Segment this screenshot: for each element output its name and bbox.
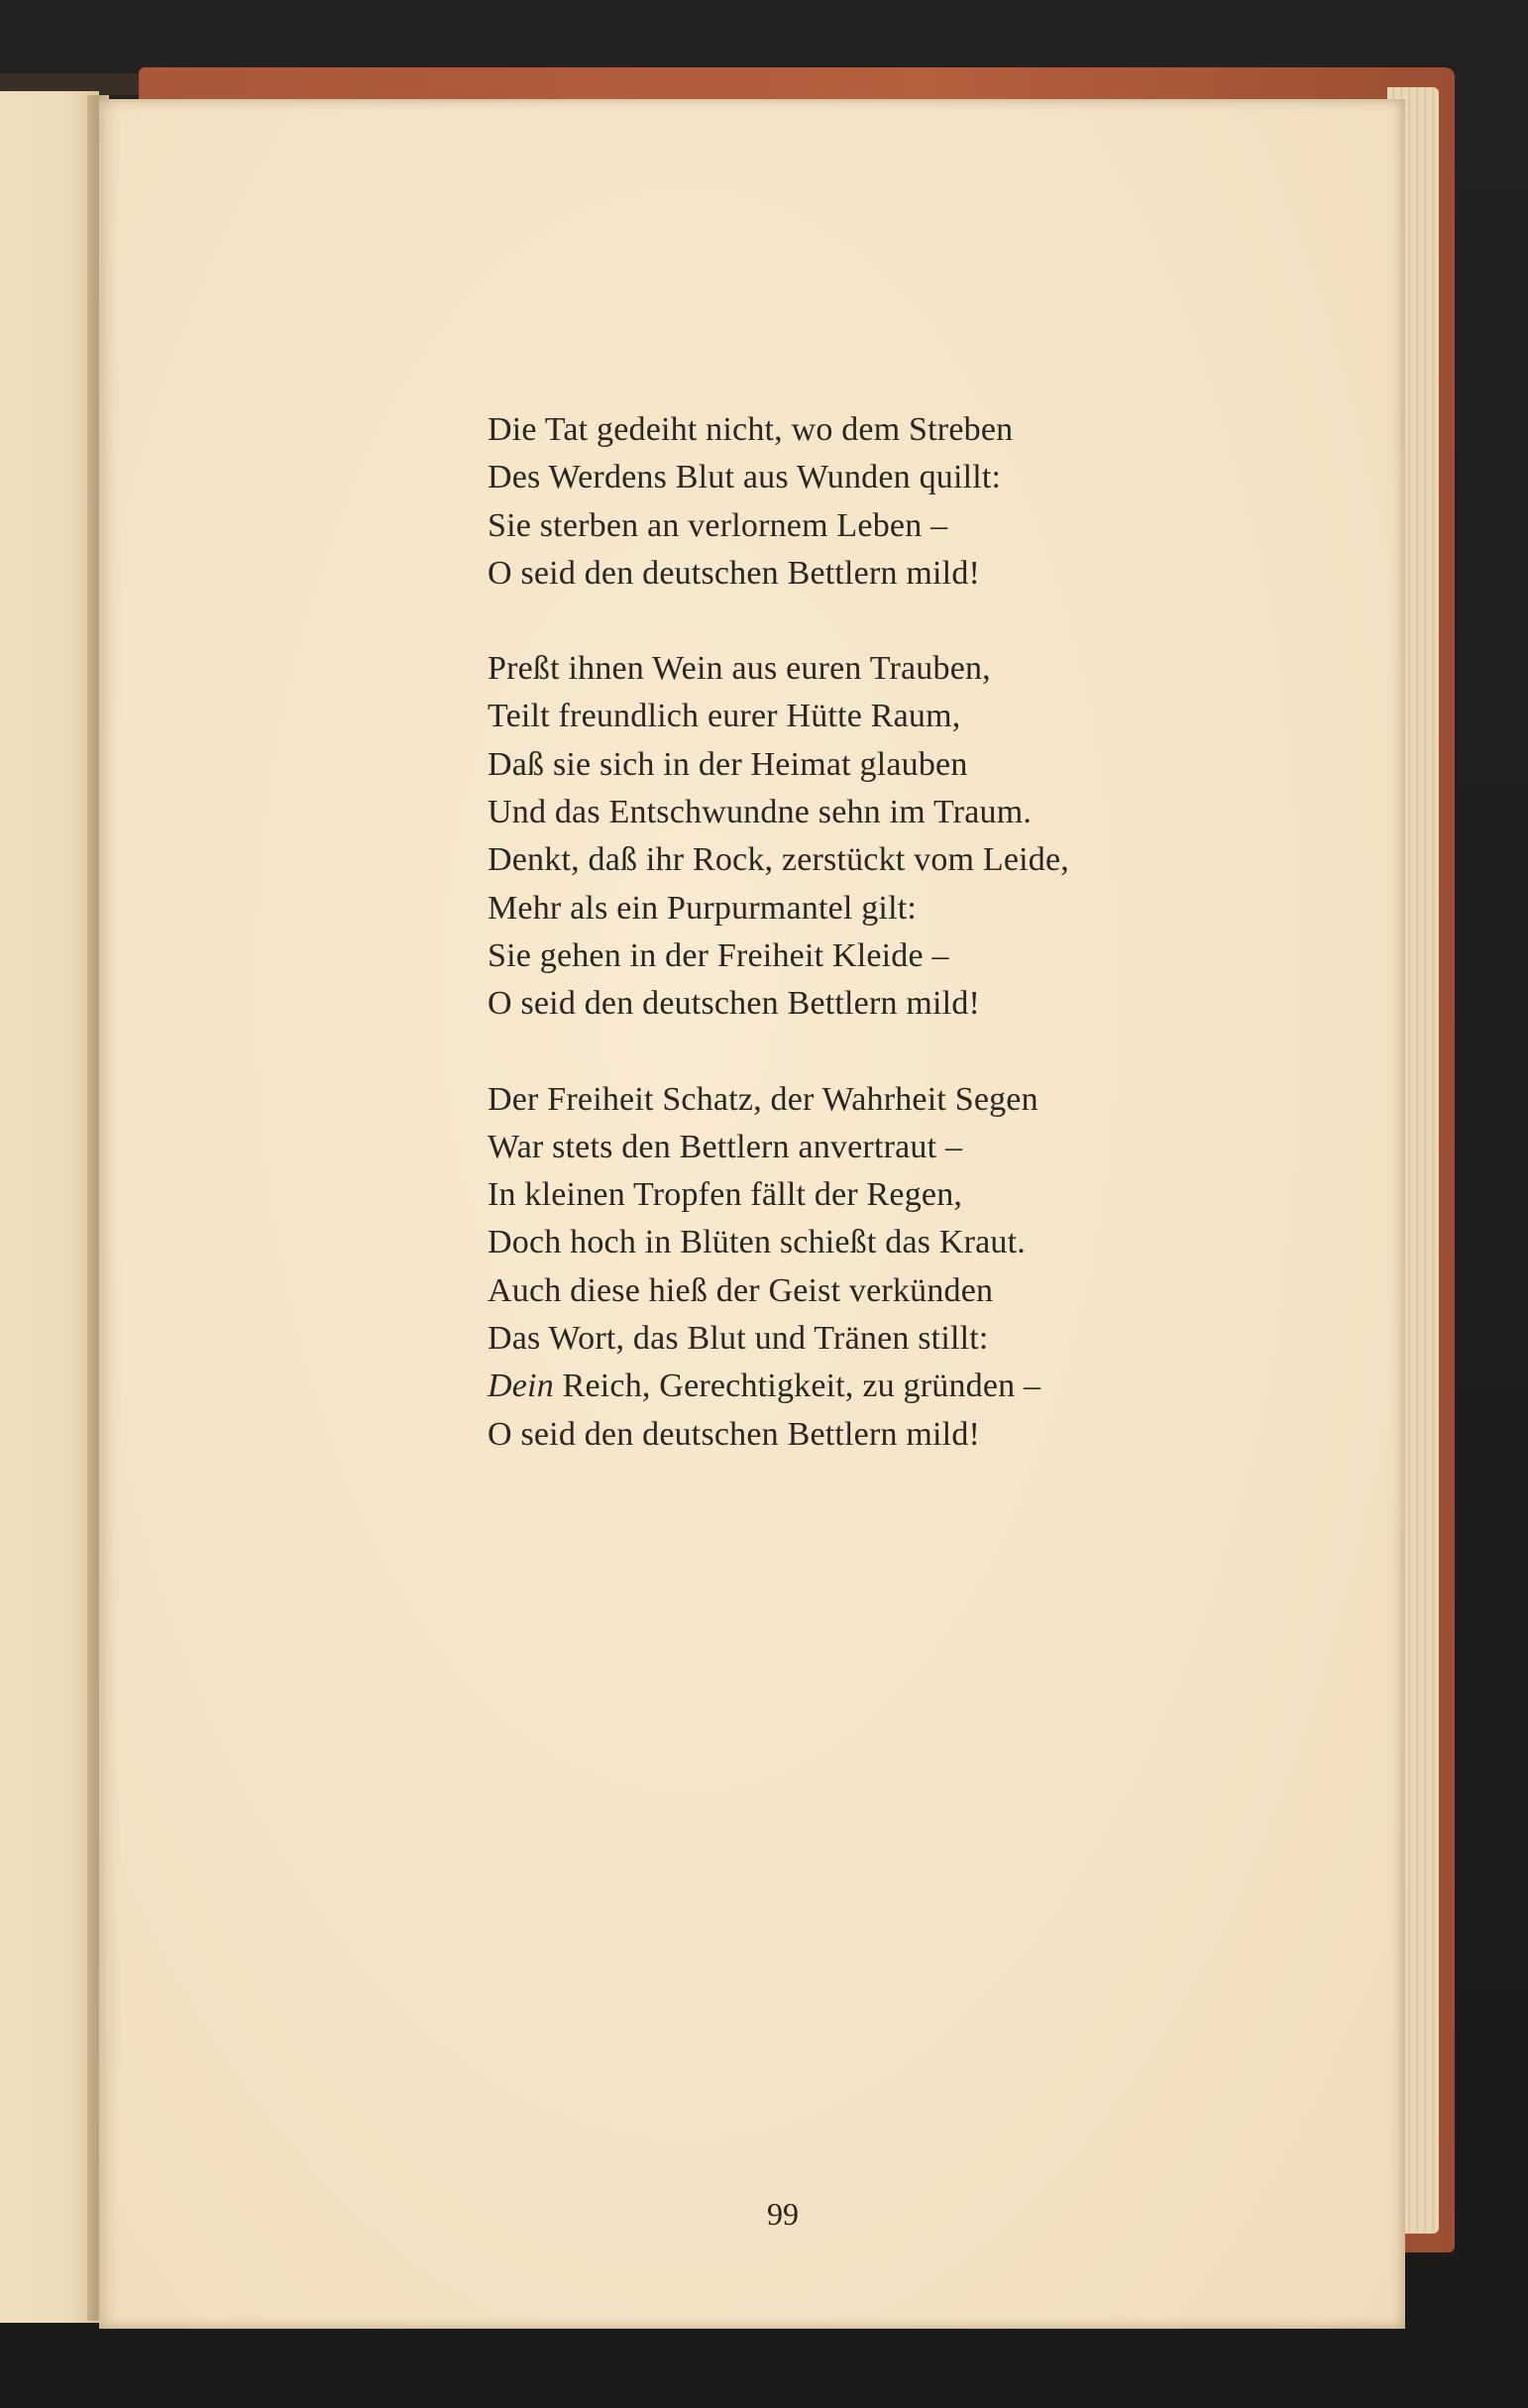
poem-line: In kleinen Tropfen fällt der Regen,	[488, 1176, 963, 1214]
poem-line: Das Wort, das Blut und Tränen stillt:	[488, 1320, 989, 1358]
stanza-1	[488, 406, 1260, 598]
poem-line: Teilt freundlich eurer Hütte Raum,	[488, 698, 961, 735]
poem-line: Doch hoch in Blüten schießt das Kraut.	[488, 1224, 1026, 1261]
poem-line: Und das Entschwundne sehn im Traum.	[488, 794, 1033, 831]
italic-word: Dein	[488, 1368, 554, 1405]
stanza-2	[488, 645, 1260, 1028]
poem-line: War stets den Bettlern anvertraut –	[488, 1128, 963, 1165]
poem-line: O seid den deutschen Bettlern mild!	[488, 985, 981, 1023]
page-number: 99	[767, 2196, 799, 2232]
poem-line: Mehr als ein Purpurmantel gilt:	[488, 889, 918, 927]
poem-line: Die Tat gedeiht nicht, wo dem Streben	[488, 411, 1014, 448]
poem-line: Daß sie sich in der Heimat glauben	[488, 745, 968, 783]
poem-line: O seid den deutschen Bettlern mild!	[488, 1415, 981, 1453]
poem-line: Auch diese hieß der Geist verkünden	[488, 1271, 994, 1309]
poem-text	[488, 406, 1260, 1459]
poem-line: Sie gehen in der Freiheit Kleide –	[488, 936, 949, 974]
poem-line: Sie sterben an verlornem Leben –	[488, 506, 948, 544]
book-page	[99, 99, 1405, 2329]
poem-line: Denkt, daß ihr Rock, zerstückt vom Leide,	[488, 841, 1069, 879]
poem-line: Der Freiheit Schatz, der Wahrheit Segen	[488, 1080, 1038, 1118]
poem-line-with-italic	[488, 1363, 1260, 1410]
poem-line: O seid den deutschen Bettlern mild!	[488, 554, 981, 592]
poem-line: Des Werdens Blut aus Wunden quillt:	[488, 459, 1002, 496]
left-facing-page	[0, 91, 99, 2323]
poem-line: Preßt ihnen Wein aus euren Trauben,	[488, 650, 991, 688]
poem-line-rest: Reich, Gerechtigkeit, zu gründen –	[553, 1368, 1041, 1405]
stanza-3	[488, 1076, 1260, 1459]
